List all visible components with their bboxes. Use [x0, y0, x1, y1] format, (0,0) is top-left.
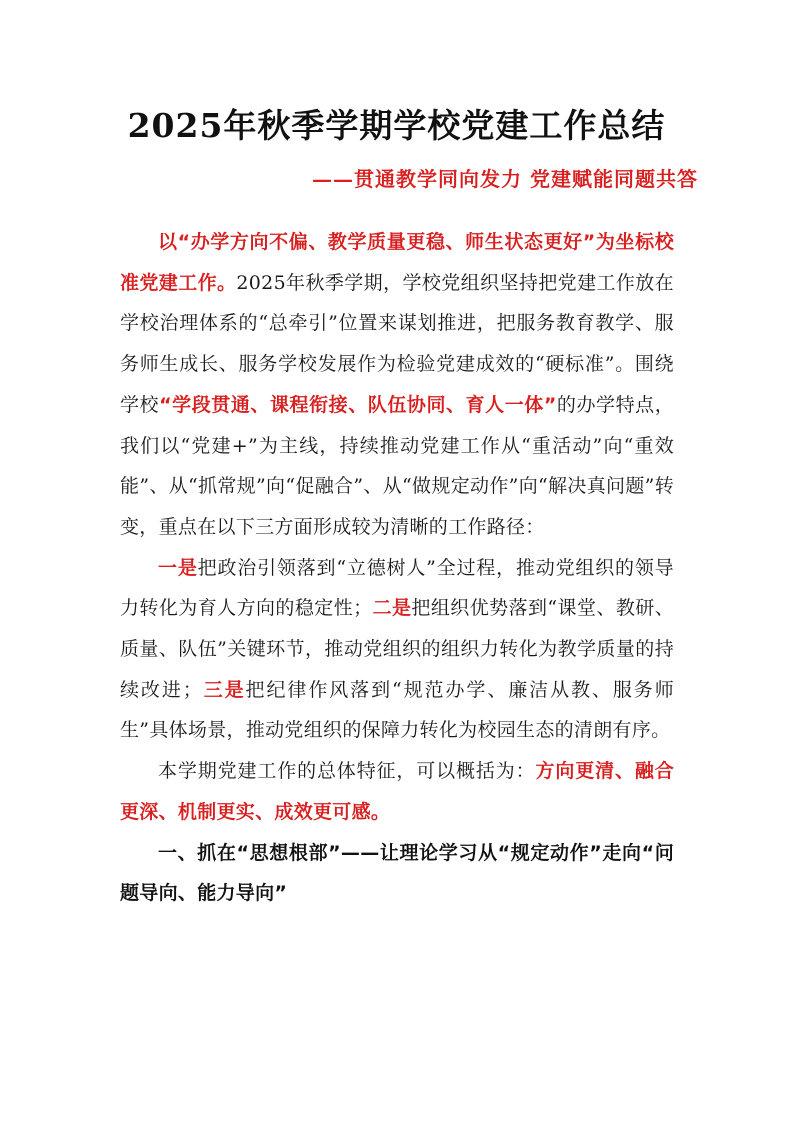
document-subtitle: ——贯通教学同向发力 党建赋能同题共答: [312, 167, 698, 191]
section-heading-1: 一、抓在“思想根部”——让理论学习从“规定动作”走向“问题导向、能力导向”: [120, 841, 674, 905]
document-title: 2025年秋季学期学校党建工作总结: [127, 106, 666, 145]
path-marker-1: 一是: [158, 556, 198, 579]
path-text-1: 把政治引领落到“立德树人”全过程，推动党组织的领导力转化为育人方向的稳定性；: [120, 556, 674, 620]
path-text-3: 把纪律作风落到“规范办学、廉洁从教、服务师生”具体场景，推动党组织的保障力转化为校园生态的清朗有序。: [120, 678, 675, 742]
paragraph-summary: [120, 751, 674, 832]
intro-lead-highlight: 以“办学方向不偏、教学质量更稳、师生状态更好”为坐标校准党建工作。: [120, 231, 674, 294]
summary-text: 本学期党建工作的总体特征，可以概括为：: [158, 760, 536, 783]
document-body: [120, 222, 674, 914]
intro-feature-highlight: “学段贯通、课程衔接、队伍协同、育人一体”: [159, 393, 557, 416]
paragraph-three-paths: [120, 548, 674, 752]
intro-text-2: 的办学特点，我们以“党建+”为主线，持续推动党建工作从“重活动”向“重效能”、从“抓常规”向“促融合”、从“做规定动作”向“解决真问题”转变，重点在以下三方面形成较为清晰的工作路径：: [120, 393, 674, 538]
summary-highlight: 方向更清、融合更深、机制更实、成效更可感。: [120, 760, 674, 823]
paragraph-intro: [120, 222, 674, 548]
path-marker-2: 二是: [372, 597, 412, 620]
path-text-2: 把组织优势落到“课堂、教研、质量、队伍”关键环节，推动党组织的组织力转化为教学质量的持续改进；: [120, 597, 674, 701]
path-marker-3: 三是: [202, 678, 246, 701]
intro-text-1: 2025年秋季学期，学校党组织坚持把党建工作放在学校治理体系的“总牵引”位置来谋划推进，把服务教育教学、服务师生成长、服务学校发展作为检验党建成效的“硬标准”。围绕学校: [120, 271, 674, 416]
